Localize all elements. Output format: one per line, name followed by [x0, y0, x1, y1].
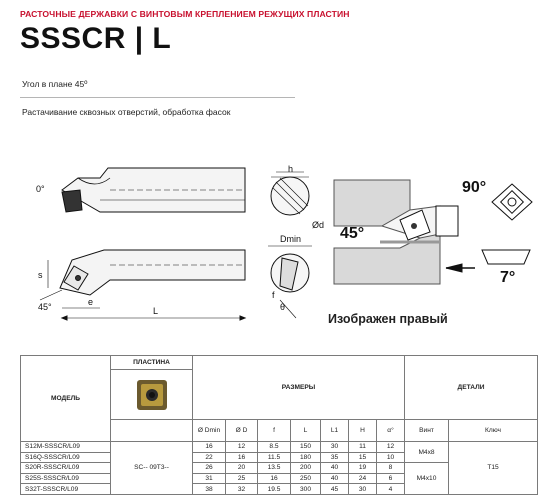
dimensions-header: РАЗМЕРЫ: [193, 356, 405, 420]
subheader-d: Ø D: [226, 420, 258, 442]
dmin-label: Dmin: [280, 234, 302, 244]
l-cell: 250: [291, 473, 321, 484]
angle-45-big-label: 45°: [340, 225, 365, 242]
dmin-cell: 16: [193, 442, 226, 453]
e-label: e: [88, 297, 94, 307]
model-cell: S32T-SSSCR/L09: [21, 484, 111, 495]
alpha-cell: 6: [377, 473, 405, 484]
h-cell: 11: [349, 442, 377, 453]
f-label: f: [272, 290, 275, 300]
alpha-cell: 12: [377, 442, 405, 453]
insert-blank: [111, 420, 193, 442]
model-title: SSSCR | L: [20, 22, 172, 55]
subheader-dmin: Ø Dmin: [193, 420, 226, 442]
dmin-cell: 38: [193, 484, 226, 495]
model-cell: S25S-SSSCR/L09: [21, 473, 111, 484]
angle-7-label: 7°: [500, 269, 516, 286]
table-row: [21, 442, 538, 453]
l1-cell: 30: [321, 442, 349, 453]
h-cell: 24: [349, 473, 377, 484]
d-cell: 12: [226, 442, 258, 453]
alpha-cell: 8: [377, 463, 405, 474]
category-title: РАСТОЧНЫЕ ДЕРЖАВКИ С ВИНТОВЫМ КРЕПЛЕНИЕМ РЕЖУЩИХ ПЛАСТИН: [20, 9, 350, 19]
parts-header: ДЕТАЛИ: [405, 356, 538, 420]
cross-section-bottom: [268, 246, 312, 318]
l-cell: 150: [291, 442, 321, 453]
subheader-l1: L1: [321, 420, 349, 442]
f-cell: 8.5: [258, 442, 291, 453]
dmin-cell: 31: [193, 473, 226, 484]
insert-image-cell: [111, 370, 193, 420]
cross-section-top: [271, 172, 309, 215]
s-label: s: [38, 270, 43, 280]
screw-cell: M4x8: [405, 442, 449, 463]
angle-90-label: 90°: [462, 179, 487, 196]
insert-code-cell: SC-- 09T3--: [111, 442, 193, 495]
zero-angle-label: 0°: [36, 184, 45, 194]
l1-cell: 40: [321, 463, 349, 474]
technical-drawing: [0, 150, 560, 340]
subheader-screw: Винт: [405, 420, 449, 442]
insert-header: ПЛАСТИНА: [111, 356, 193, 370]
l-cell: 300: [291, 484, 321, 495]
drawing-caption: Изображен правый: [328, 312, 448, 326]
approach-angle-text: Угол в плане 45º: [22, 79, 88, 89]
d-cell: 16: [226, 452, 258, 463]
model-cell: S12M-SSSCR/L09: [21, 442, 111, 453]
divider: [20, 97, 295, 98]
l-cell: 200: [291, 463, 321, 474]
f-cell: 11.5: [258, 452, 291, 463]
f-cell: 13.5: [258, 463, 291, 474]
specification-table: [20, 355, 538, 495]
l-cell: 180: [291, 452, 321, 463]
d-cell: 25: [226, 473, 258, 484]
subheader-f: f: [258, 420, 291, 442]
model-header: МОДЕЛЬ: [21, 356, 111, 442]
insert-detail: [446, 184, 532, 272]
f-cell: 16: [258, 473, 291, 484]
insert-icon: [134, 377, 170, 413]
subheader-key: Ключ: [449, 420, 538, 442]
subheader-l: L: [291, 420, 321, 442]
h-cell: 30: [349, 484, 377, 495]
tool-side-view: [40, 250, 245, 320]
tool-top-view: [62, 168, 245, 212]
application-text: Растачивание сквозных отверстий, обработка фасок: [22, 107, 231, 117]
d-label: Ød: [312, 220, 325, 230]
theta-label: θ: [280, 302, 286, 312]
l1-cell: 45: [321, 484, 349, 495]
subheader-h: H: [349, 420, 377, 442]
alpha-cell: 10: [377, 452, 405, 463]
d-cell: 20: [226, 463, 258, 474]
f-cell: 19.5: [258, 484, 291, 495]
h-label: h: [288, 164, 294, 174]
alpha-cell: 4: [377, 484, 405, 495]
h-cell: 19: [349, 463, 377, 474]
d-cell: 32: [226, 484, 258, 495]
dmin-cell: 26: [193, 463, 226, 474]
screw-cell: M4x10: [405, 463, 449, 495]
model-cell: S20R-SSSCR/L09: [21, 463, 111, 474]
dmin-cell: 22: [193, 452, 226, 463]
l1-cell: 40: [321, 473, 349, 484]
key-cell: T15: [449, 442, 538, 495]
angle-45-left-label: 45°: [38, 302, 52, 312]
l1-cell: 35: [321, 452, 349, 463]
h-cell: 15: [349, 452, 377, 463]
subheader-alpha: α°: [377, 420, 405, 442]
L-label: L: [153, 306, 159, 316]
model-cell: S16Q-SSSCR/L09: [21, 452, 111, 463]
